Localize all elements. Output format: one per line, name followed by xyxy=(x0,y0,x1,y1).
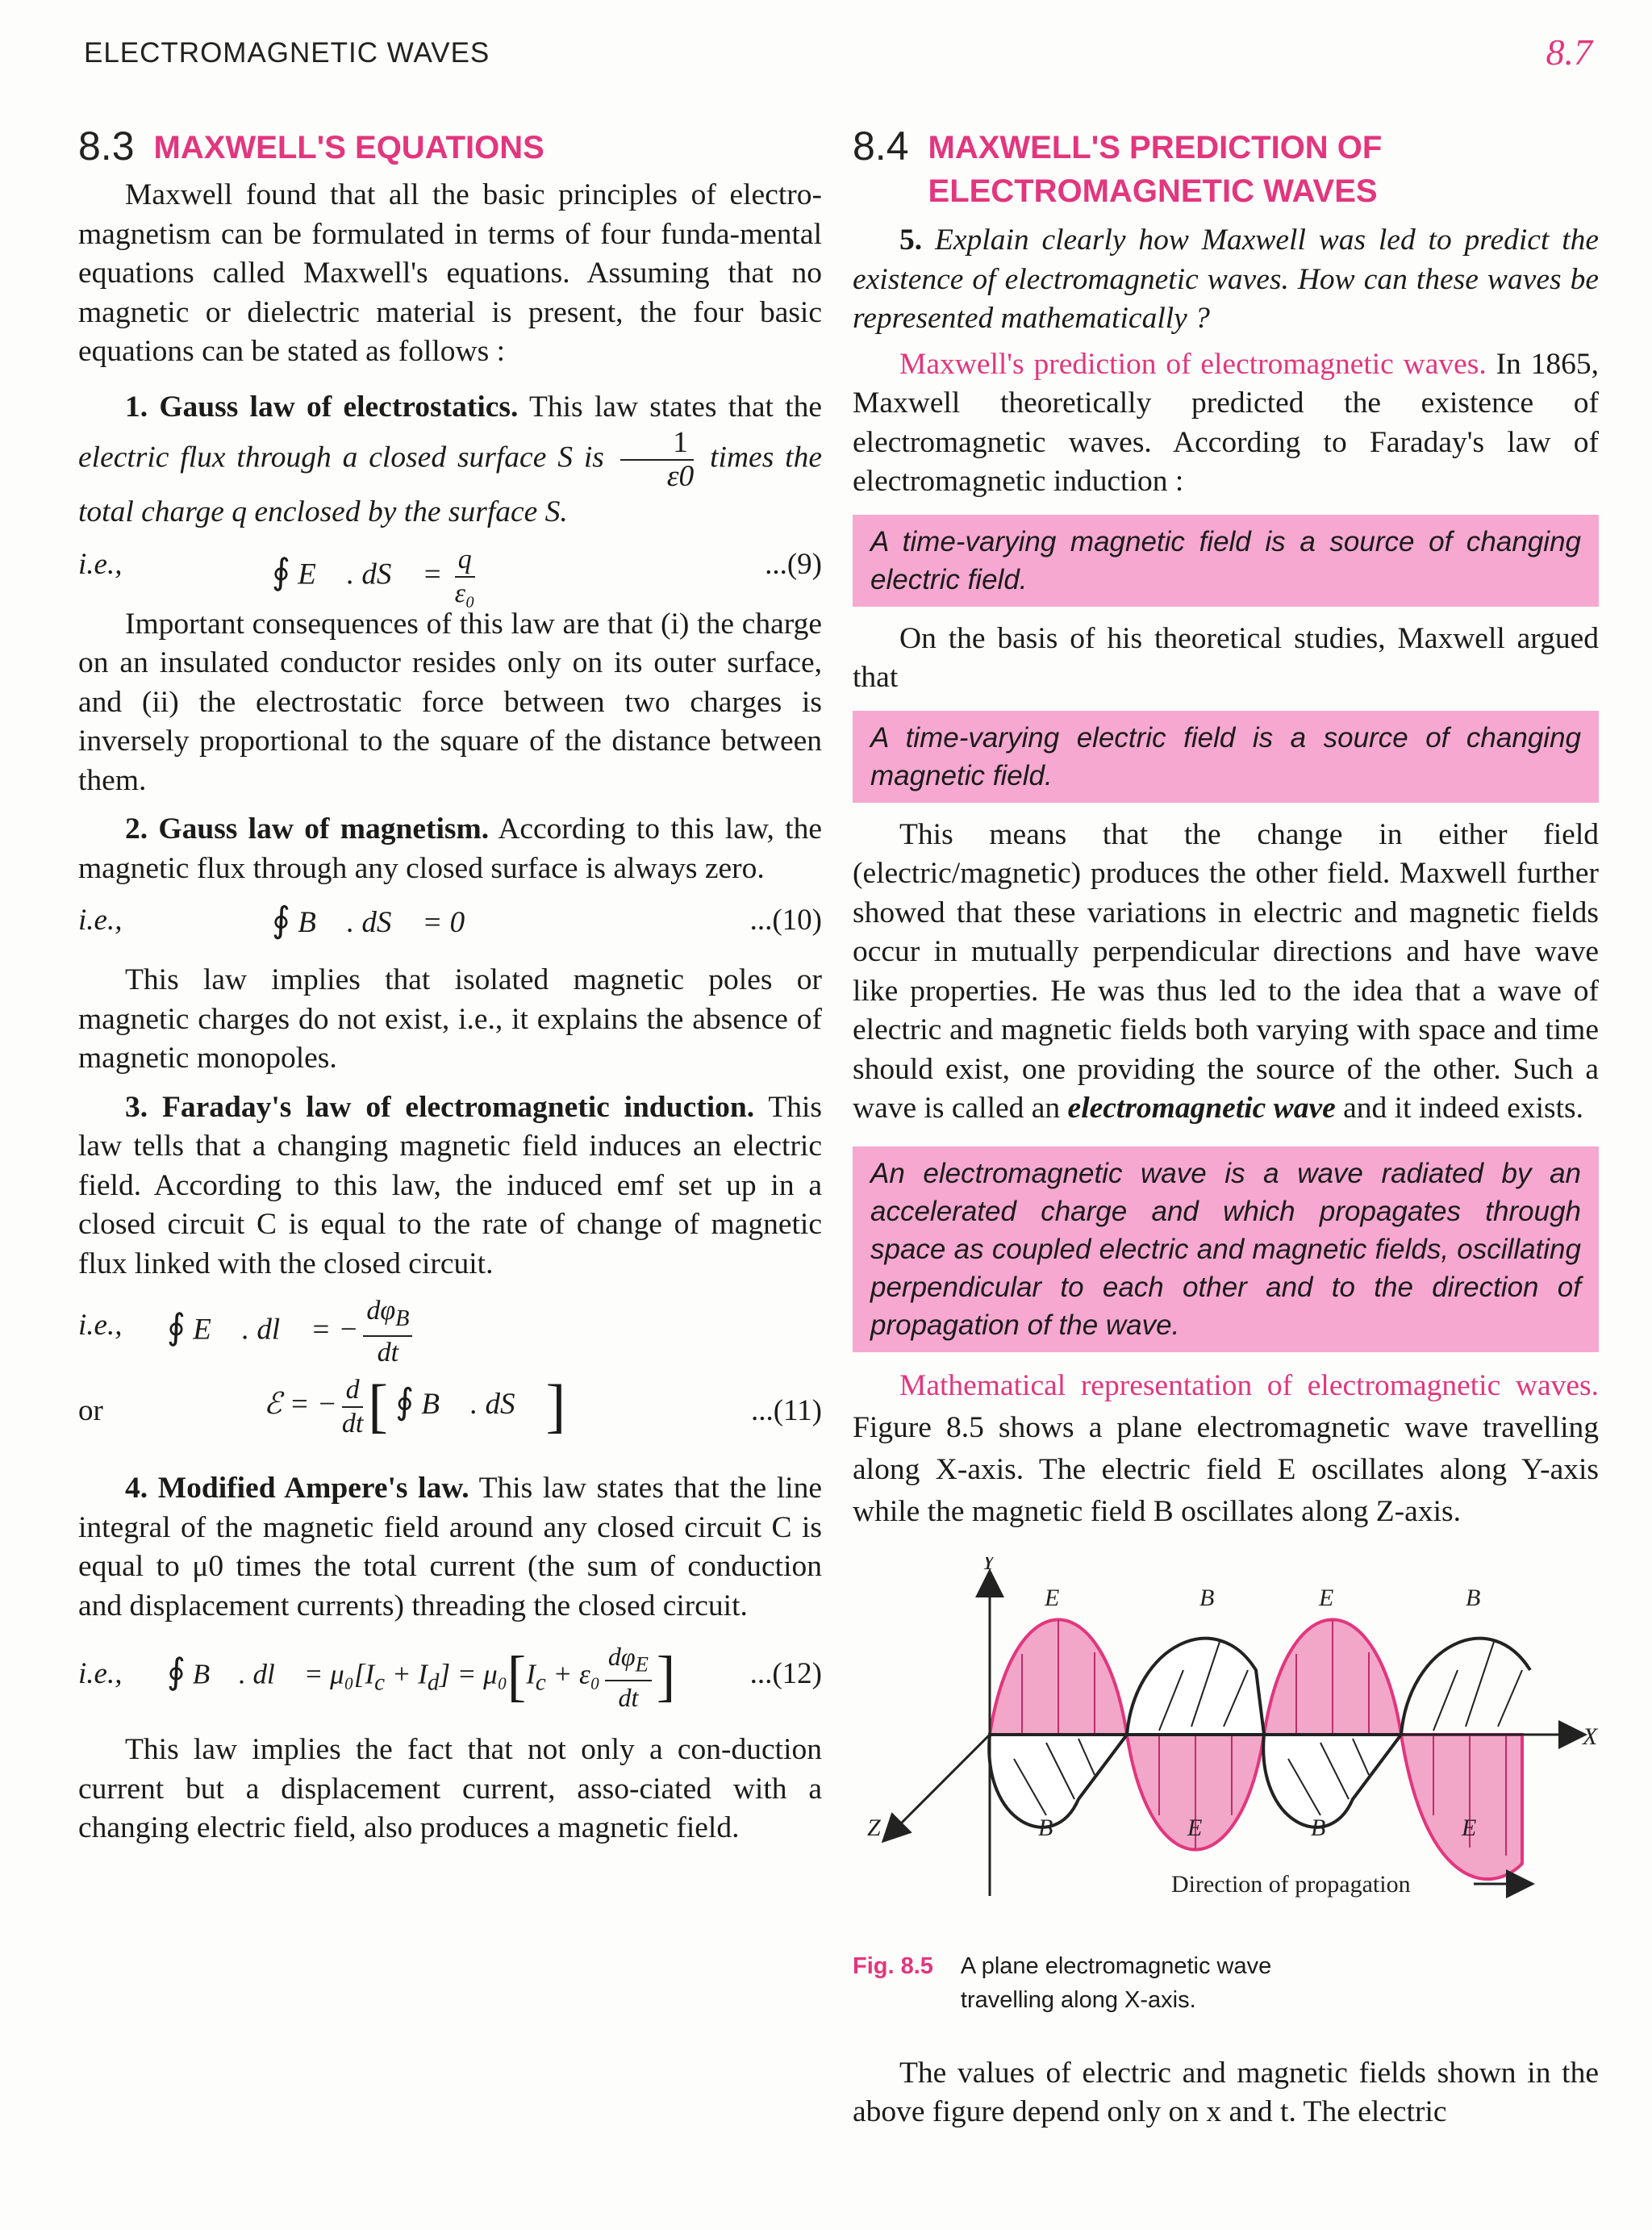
figure-caption xyxy=(853,1949,1599,2017)
faraday-formula: ∮ E⃗ . dl⃗ = − $\frac{d\varphi_B}{dt}$ xyxy=(167,1295,417,1369)
law4-text: This law states that the line integral of the magnetic field around any closed circuit C is equal to μ0 times the total current (the sum of conduction and displacement currents) threading the closed circuit. xyxy=(78,1472,822,1622)
eq10-formula: ∮ B⃗ . dS⃗ = 0 xyxy=(272,900,465,940)
law1-text-c: times the total charge q enclosed by the surface S. xyxy=(78,441,822,528)
math-text: Figure 8.5 shows a plane electromagnetic wave travelling along X-axis. The electric field E oscillates along Y-axis while the magnetic field B oscillates along Z-axis. xyxy=(853,1410,1599,1528)
left-column xyxy=(78,121,822,1848)
intro-paragraph: Maxwell found that all the basic principles of electro-magnetism can be formulated in terms of four funda-mental equations called Maxwell's equations. Assuming that no magnetic or dielectric material is present, the four basic equations can be stated as follows : xyxy=(78,178,822,368)
direction-label: Direction of propagation xyxy=(1171,1870,1411,1898)
b-field-wave-2 xyxy=(1127,1638,1264,1734)
right-column xyxy=(853,121,1599,2132)
basis-paragraph: On the basis of his theoretical studies, Maxwell argued that xyxy=(853,621,1599,694)
label-b: B xyxy=(1038,1814,1053,1841)
label-b: B xyxy=(1466,1584,1481,1611)
law4-title: 4. Modified Ampere's law. xyxy=(125,1472,469,1505)
law1-paragraph xyxy=(78,388,822,532)
equation-faraday xyxy=(78,1284,822,1368)
equation-11 xyxy=(78,1364,822,1455)
axis-z-label: Z xyxy=(867,1814,881,1841)
ie-label: i.e., xyxy=(78,547,123,581)
section-number: 8.4 xyxy=(853,123,909,169)
section-number: 8.3 xyxy=(78,123,135,169)
section-heading-8-3 xyxy=(78,121,822,171)
means-paragraph: This means that the change in either field (electric/magnetic) produces the other field. Maxwell further showed that these variations in electric and magnetic fields occur in mutually perpendicular directions and have wave like properties. He was thus led to the idea that a wave of electric and magnetic fields both varying with space and time should exist, one providing the source of the other. Such a wave is called an electromagnetic wave and it indeed exists. xyxy=(853,817,1599,1125)
eq9-formula: ∮ E⃗ . dS⃗ = $\frac{q}{\text{ε₀}}$ xyxy=(272,544,475,608)
one-over-epsilon: $\frac{1}{\varepsilon 0}$ xyxy=(620,427,695,493)
law3-text: This law tells that a changing magnetic field induces an electric field. According to this law, the induced emf set up in a closed circuit C is equal to the rate of change of magnetic flux linked with the closed circuit. xyxy=(78,1090,822,1280)
ie-label: i.e., xyxy=(78,1309,123,1342)
label-e: E xyxy=(1319,1584,1334,1611)
prediction-text: In 1865, Maxwell theoretically predicted the existence of electromagnetic waves. According to Faraday's law of electromagnetic induction : xyxy=(853,347,1599,498)
prediction-paragraph xyxy=(853,345,1599,502)
law1-title: 1. Gauss law of electrostatics. xyxy=(125,390,519,424)
question-text: Explain clearly how Maxwell was led to predict the existence of electromagnetic waves. How can these waves be represented mathematically ? xyxy=(853,223,1600,335)
page-number: 8.7 xyxy=(1546,31,1592,73)
e-field-wave-4 xyxy=(1401,1735,1522,1879)
question-number: 5. xyxy=(899,223,923,257)
eq11-formula: ℰ = − $\frac{d}{dt}$ [ ∮ B⃗ . dS⃗ ] xyxy=(264,1373,566,1439)
law3-title: 3. Faraday's law of electromagnetic induction. xyxy=(125,1090,755,1124)
label-e: E xyxy=(1187,1814,1203,1841)
running-head: ELECTROMAGNETIC WAVES xyxy=(84,37,490,69)
z-axis xyxy=(885,1735,990,1840)
eq9-number: ...(9) xyxy=(765,547,822,581)
b-field-wave-1 xyxy=(989,1735,1127,1827)
law2-implication: This law implies that isolated magnetic poles or magnetic charges do not exist, i.e., it explains the absence of magnetic monopoles. xyxy=(78,963,822,1075)
section-title: MAXWELL'S EQUATIONS xyxy=(153,130,544,165)
law1-text-b: electric flux through a closed surface S is xyxy=(78,441,604,474)
highlight-box-1: A time-varying magnetic field is a source of changing electric field. xyxy=(853,515,1599,607)
prediction-heading: Maxwell's prediction of electromagnetic waves. xyxy=(899,347,1487,381)
eq10-number: ...(10) xyxy=(749,904,822,937)
law2-text: According to this law, the magnetic flux through any closed surface is always zero. xyxy=(78,812,822,885)
law4-paragraph xyxy=(78,1469,822,1626)
law2-paragraph xyxy=(78,810,822,888)
or-label: or xyxy=(78,1394,103,1427)
final-paragraph: The values of electric and magnetic fields shown in the above figure depend only on x and t. The electric xyxy=(853,2056,1599,2128)
math-paragraph xyxy=(853,1365,1599,1533)
ie-label: i.e., xyxy=(78,904,123,937)
b-field-wave-3 xyxy=(1263,1735,1401,1827)
label-e: E xyxy=(1045,1584,1060,1611)
label-e: E xyxy=(1462,1814,1477,1841)
equation-12 xyxy=(78,1632,822,1723)
section-title: MAXWELL'S PREDICTION OF ELECTROMAGNETIC WAVES xyxy=(928,130,1383,209)
law3-paragraph xyxy=(78,1088,822,1284)
figure-label: Fig. 8.5 xyxy=(853,1952,933,1979)
figure-caption-text: A plane electromagnetic wave travelling along X-axis. xyxy=(960,1952,1272,2013)
label-b: B xyxy=(1311,1814,1326,1841)
equation-9 xyxy=(78,532,822,608)
b-field-wave-4 xyxy=(1401,1638,1530,1734)
law2-title: 2. Gauss law of magnetism. xyxy=(125,812,490,846)
label-b: B xyxy=(1199,1584,1215,1611)
axis-y-label: Y xyxy=(982,1556,995,1575)
eq11-number: ...(11) xyxy=(750,1394,822,1427)
axis-x-label: X xyxy=(1583,1723,1598,1750)
law1-text-a: This law states that the xyxy=(528,390,823,424)
em-wave-diagram xyxy=(853,1557,1599,1944)
highlight-box-3: An electromagnetic wave is a wave radiated by an accelerated charge and which propagates through space as coupled electric and magnetic fields, oscillating perpendicular to each other and to the direction of propagation of the wave. xyxy=(853,1146,1599,1352)
equation-10 xyxy=(78,888,822,961)
em-wave-figure xyxy=(853,1557,1599,1944)
law4-implication: This law implies the fact that not only a con-duction current but a displacement current, asso-ciated with a changing electric field, also produces a magnetic field. xyxy=(78,1733,822,1844)
section-heading-8-4 xyxy=(853,121,1599,213)
eq12-formula: ∮ B⃗ . dl⃗ = $\mu_0[I_c + I_d] = \mu_0[I_c + \varepsilon_0$ $\frac{d\varphi_E}{dt}$ ] xyxy=(167,1642,676,1713)
question-paragraph xyxy=(853,221,1599,339)
math-heading: Mathematical representation of electromagnetic waves. xyxy=(899,1368,1599,1402)
eq12-number: ...(12) xyxy=(749,1657,822,1690)
em-wave-term: electromagnetic wave xyxy=(1067,1092,1336,1125)
law1-consequence: Important consequences of this law are that (i) the charge on an insulated conductor resides only on its outer surface, and (ii) the electrostatic force between two charges is inversely proportional to the square of the distance between them. xyxy=(78,607,822,797)
ie-label: i.e., xyxy=(78,1657,123,1690)
highlight-box-2: A time-varying electric field is a source of changing magnetic field. xyxy=(853,711,1599,803)
